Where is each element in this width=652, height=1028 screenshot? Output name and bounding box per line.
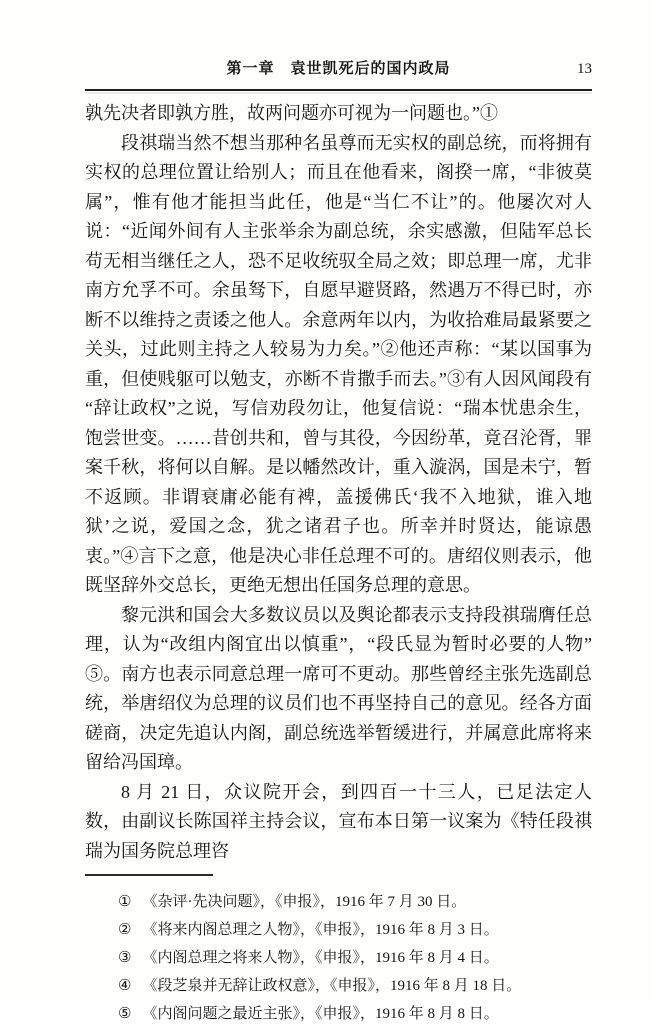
body-paragraph: 8 月 21 日，众议院开会，到四百一十三人，已足法定人数，由副议长陈国祥主持会议，宣布本日第一议案为《特任段祺瑞为国务院总理咨 <box>85 781 592 861</box>
footnote-item <box>118 944 592 972</box>
footnote-separator <box>85 874 213 876</box>
body-paragraph: 段祺瑞当然不想当那种名虽尊而无实权的副总统，而将拥有实权的总理位置让给别人；而且在他看来，阁揆一席，“非彼莫属”，惟有他才能担当此任，他是“当仁不让”的。他屡次对人说：“近闻外间有人主张举余为副总统，余实感激，但陆军总长苟无相当继任之人，恐不足收统驭全局之效；即总理一席，尤非南方允孚不可。余虽驽下，自愿早避贤路，然遇万不得已时，亦断不以维持之责诿之他人。余意两年以内，为收拾难局最紧要之关头，过此则主持之人较易为力矣。”②他还声称：“某以国事为重，但使贱躯可以勉支，亦断不肯撒手而去。”③有人因风闻段有“辞让政权”之说，写信劝段勿让，他复信说：“瑞本忧患余生，饱尝世变。……昔创共和，曾与其役，今因纷革，竟召沦胥，罪案千秋，将何以自解。是以幡然改计，重入漩涡，国是未宁，暂不返顾。非谓衰庸必能有裨，盖援佛氏‘我不入地狱，谁入地狱’之说，爱国之念，犹之诸君子也。所幸并时贤达，能谅愚衷。”④言下之意，他是决心非任总理不可的。唐绍仪则表示，他既坚辞外交总长，更绝无想出任国务总理的意思。 <box>85 132 592 595</box>
footnote-item <box>118 916 592 944</box>
footnote-text: 《段芝泉并无辞让政权意》，《申报》，1916 年 8 月 18 日。 <box>142 978 522 994</box>
footnote-text: 《杂评·先决问题》，《申报》，1916 年 7 月 30 日。 <box>142 894 467 910</box>
body-text <box>85 99 592 866</box>
footnote-text: 《内阁问题之最近主张》，《申报》，1916 年 8 月 8 日。 <box>142 1006 499 1022</box>
footnote-marker: ④ <box>118 978 132 994</box>
header-rule <box>85 89 592 91</box>
footnote-item <box>118 1000 592 1028</box>
footnote-item <box>118 888 592 916</box>
footnotes <box>85 888 592 1028</box>
chapter-title: 第一章 袁世凯死后的国内政局 <box>226 61 451 77</box>
page-number: 13 <box>577 61 592 77</box>
footnote-item <box>118 972 592 1000</box>
footnote-marker: ② <box>118 922 132 938</box>
footnote-text: 《将来内阁总理之人物》，《申报》，1916 年 8 月 3 日。 <box>142 922 499 938</box>
footnote-marker: ⑤ <box>118 1006 132 1022</box>
running-header <box>85 58 592 80</box>
body-paragraph: 孰先决者即孰方胜，故两问题亦可视为一问题也。”① <box>85 103 498 123</box>
footnote-marker: ③ <box>118 950 132 966</box>
footnote-marker: ① <box>118 894 132 910</box>
footnote-text: 《内阁总理之将来人物》，《申报》，1916 年 8 月 4 日。 <box>142 950 499 966</box>
body-paragraph: 黎元洪和国会大多数议员以及舆论都表示支持段祺瑞膺任总理，认为“改组内阁宜出以慎重”，“段氏显为暂时必要的人物”⑤。南方也表示同意总理一席可不更动。那些曾经主张先选副总统，举唐绍仪为总理的议员们也不再坚持自己的意见。经各方面磋商，决定先追认内阁，副总统选举暂缓进行，并属意此席将来留给冯国璋。 <box>85 604 592 772</box>
